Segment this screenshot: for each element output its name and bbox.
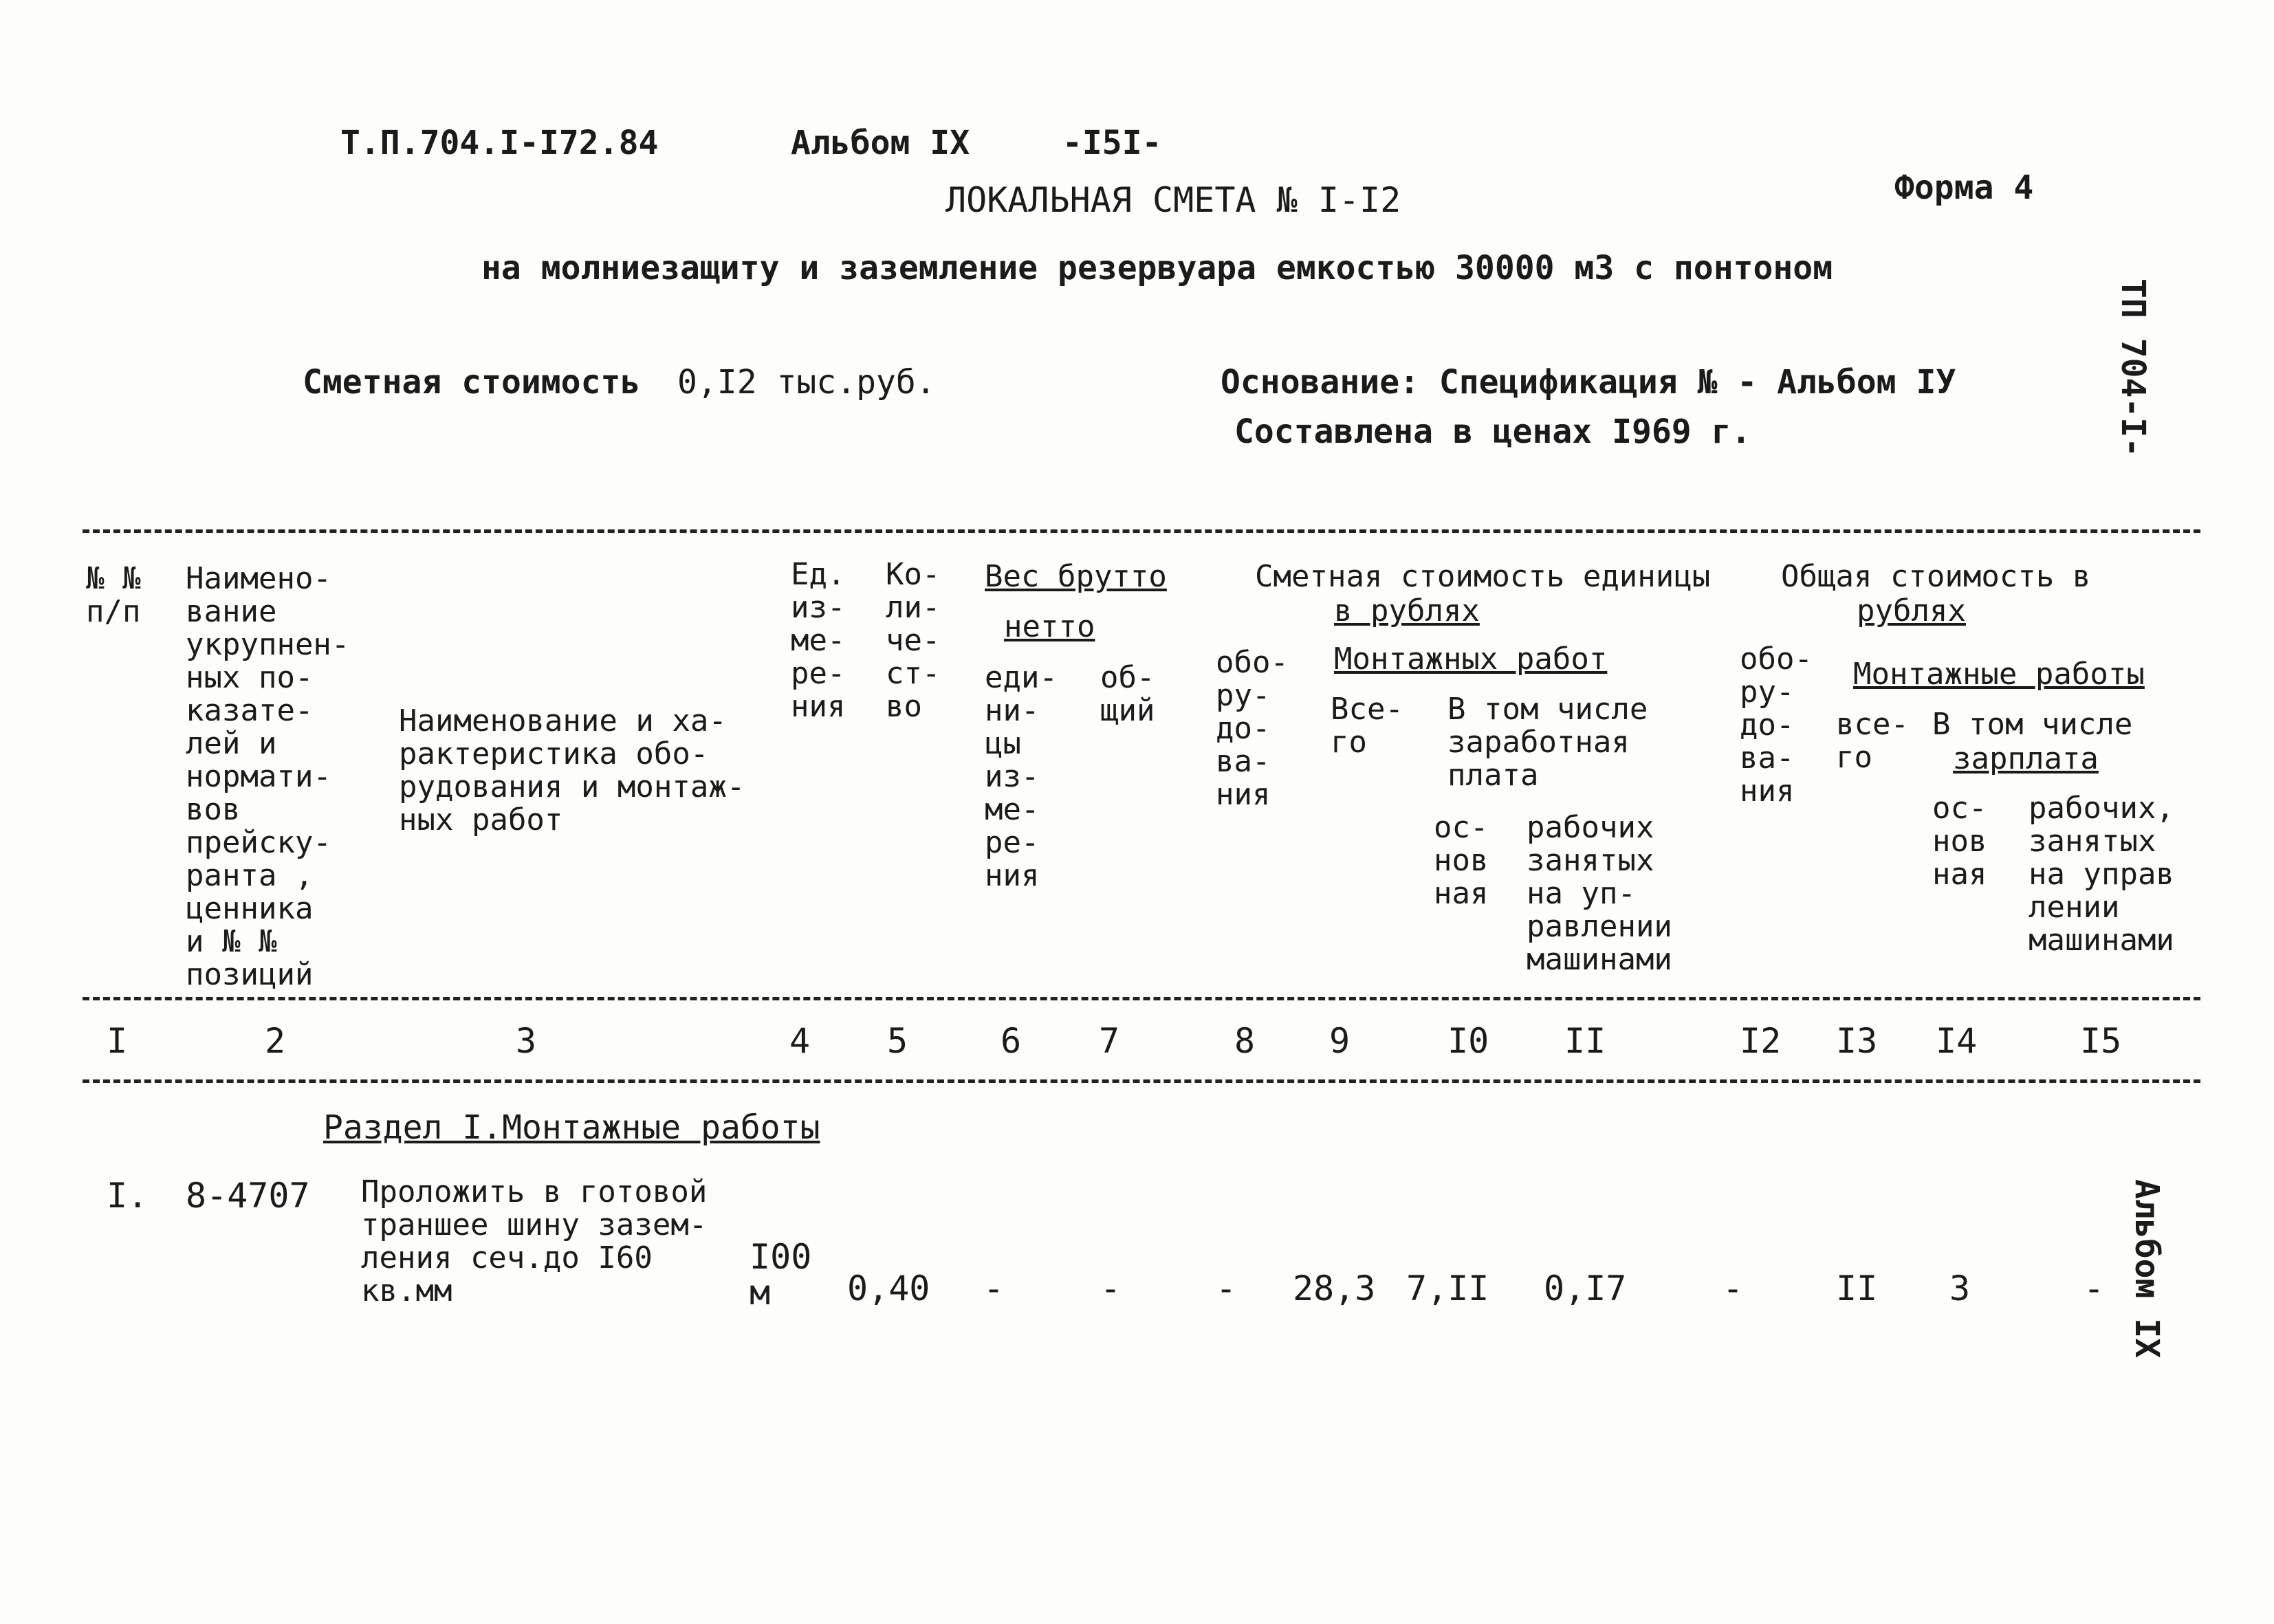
- numbers-bottom-rule: [83, 1079, 2200, 1083]
- row-mount-total: 28,3: [1293, 1269, 1376, 1308]
- unit-mount-works-header: Монтажных работ: [1334, 641, 1608, 677]
- col-number: 3: [516, 1021, 537, 1061]
- row-equipment-cost: -: [1216, 1269, 1237, 1308]
- col-13-header: все- го: [1836, 707, 1909, 775]
- col-number: I0: [1447, 1021, 1489, 1061]
- col-number: I3: [1836, 1021, 1878, 1061]
- unit-cost-group-header: Сметная стоимость единицы: [1255, 559, 1711, 594]
- row-unit: I00 м: [750, 1237, 812, 1313]
- col-15-header: рабочих, занятых на управ лении машинами: [2029, 791, 2174, 958]
- cost-value: 0,I2 тыс.руб.: [677, 363, 936, 402]
- page-number: -I5I-: [1062, 124, 1162, 162]
- form-label: Форма 4: [1894, 168, 2034, 207]
- col-12-header: обо- ру- до- ва- ния: [1740, 641, 1813, 809]
- col-number: 8: [1234, 1021, 1256, 1061]
- col-number: 9: [1329, 1021, 1351, 1061]
- header-bottom-rule: [83, 997, 2200, 1000]
- col-number: 6: [1001, 1021, 1022, 1061]
- col-5-header: Ко- ли- че- ст- во: [886, 557, 941, 724]
- col-3-header: Наименование и ха- рактеристика обо- рудования и монтаж- ных работ: [399, 703, 745, 837]
- total-cost-group-header: Общая стоимость в: [1781, 559, 2091, 594]
- col-number: I4: [1936, 1021, 1978, 1061]
- side-label-top: ТП 704-I-: [2114, 278, 2152, 458]
- col-number: II: [1564, 1021, 1606, 1061]
- row-total-equipment: -: [1723, 1269, 1744, 1308]
- col-number: 5: [887, 1021, 908, 1061]
- basis-label: Основание: Спецификация № - Альбом IУ: [1221, 363, 1956, 402]
- row-wage-machines: 0,I7: [1544, 1269, 1627, 1308]
- weight-net-header: нетто: [1004, 609, 1095, 644]
- cost-label: Сметная стоимость: [303, 363, 641, 402]
- row-total-mount: II: [1836, 1269, 1878, 1308]
- row-quantity: 0,40: [847, 1269, 930, 1308]
- page-title: ЛОКАЛЬНАЯ СМЕТА № I-I2: [945, 180, 1401, 220]
- col-number: 2: [265, 1021, 286, 1061]
- col-number: I2: [1740, 1021, 1782, 1061]
- row-number: I.: [107, 1176, 149, 1216]
- col-9-header: Все- го: [1331, 692, 1403, 760]
- col-number: 7: [1099, 1021, 1120, 1061]
- row-code: 8-4707: [186, 1176, 310, 1216]
- row-total-machines: -: [2084, 1269, 2105, 1308]
- page-subtitle: на молниезащиту и заземление резервуара емкостью 30000 м3 с понтоном: [481, 249, 1833, 287]
- total-cost-rub-header: рублях: [1857, 593, 1966, 628]
- col-8-header: обо- ру- до- ва- ния: [1216, 645, 1289, 812]
- doc-code: Т.П.704.I-I72.84: [340, 124, 659, 162]
- side-label-bottom: Альбом IX: [2128, 1179, 2166, 1359]
- row-weight-total: -: [1100, 1269, 1122, 1308]
- row-weight-unit: -: [983, 1269, 1005, 1308]
- col-14-15-sub-header: зарплата: [1953, 741, 2099, 776]
- col-7-header: об- щий: [1100, 660, 1155, 728]
- col-2-header: Наимено- вание укрупнен- ных по- казате- лей и нормати- вов прейску- ранта , ценника и № № позиций: [186, 561, 350, 992]
- col-number: I5: [2080, 1021, 2122, 1061]
- col-14-header: ос- нов ная: [1932, 791, 1987, 892]
- col-number: 4: [789, 1021, 811, 1061]
- col-number: I: [107, 1021, 128, 1061]
- album-label: Альбом IX: [791, 124, 970, 162]
- unit-cost-rub-header: в рублях: [1334, 593, 1480, 628]
- row-wage-main: 7,II: [1406, 1269, 1489, 1308]
- weight-group-header: Вес брутто: [985, 559, 1167, 594]
- prices-label: Составлена в ценах I969 г.: [1234, 413, 1751, 451]
- total-mount-works-header: Монтажные работы: [1853, 657, 2145, 692]
- col-14-15-header: В том числе: [1932, 707, 2133, 742]
- col-6-header: еди- ни- цы из- ме- ре- ния: [985, 660, 1058, 893]
- col-10-header: ос- нов ная: [1434, 810, 1489, 911]
- section-title: Раздел I.Монтажные работы: [323, 1108, 820, 1147]
- col-10-11-header: В том числе заработная плата: [1447, 692, 1648, 793]
- table-top-rule: [83, 529, 2200, 533]
- col-1-header: № № п/п: [86, 561, 141, 629]
- col-4-header: Ед. из- ме- ре- ния: [791, 557, 846, 724]
- row-total-main: 3: [1949, 1269, 1971, 1308]
- row-description: Проложить в готовой траншее шину зазем- ления сеч.до I60 кв.мм: [361, 1174, 708, 1308]
- col-11-header: рабочих занятых на уп- равлении машинами: [1527, 810, 1672, 977]
